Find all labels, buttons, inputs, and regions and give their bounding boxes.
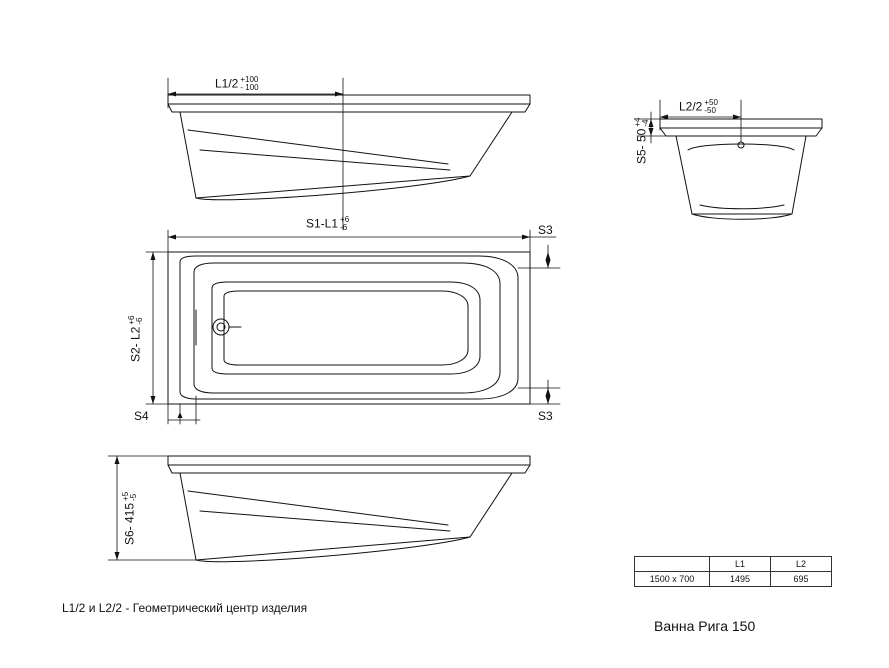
label-s4: S4 [134, 409, 149, 423]
drawing-title: Ванна Рига 150 [654, 618, 756, 634]
label-side-height-text: S5- 50 [634, 128, 649, 164]
tolerance-plan-length: +6 -6 [340, 215, 350, 233]
spec-cell-l2: 695 [771, 572, 832, 587]
tolerance-top-center-length: +100 - 100 [240, 75, 259, 93]
label-top-center-length [215, 76, 259, 93]
label-side-height [634, 118, 651, 164]
spec-header-size [635, 557, 710, 572]
spec-table [634, 556, 832, 587]
label-s3-bottom: S3 [538, 409, 553, 423]
spec-cell-l1: 1495 [710, 572, 771, 587]
bottom-side-elevation [168, 456, 530, 562]
top-side-elevation [168, 95, 530, 200]
label-s3-top: S3 [538, 223, 553, 237]
tolerance-plan-width: +6 -6 [127, 315, 145, 325]
label-side-center-width [679, 99, 718, 116]
tolerance-side-center-width: +50 -50 [704, 98, 718, 116]
spec-header-l2: L2 [771, 557, 832, 572]
tolerance-side-height: +4 -4 [633, 117, 651, 127]
plan-view [168, 252, 530, 404]
spec-header-l1: L1 [710, 557, 771, 572]
tolerance-front-height: +5 -5 [121, 491, 139, 501]
leader-s4 [168, 396, 200, 424]
label-top-center-length-text: L1/2 [215, 76, 239, 91]
label-side-center-width-text: L2/2 [679, 99, 703, 114]
label-plan-length-text: S1-L1 [306, 216, 339, 231]
leader-s3-bottom [518, 380, 560, 404]
table-row [635, 557, 832, 572]
label-front-height [122, 492, 139, 545]
table-row [635, 572, 832, 587]
label-plan-width-text: S2- L2 [128, 326, 143, 362]
drawing-note: L1/2 и L2/2 - Геометрический центр изделия [62, 601, 308, 615]
label-plan-length [306, 216, 349, 233]
label-front-height-text: S6- 415 [122, 502, 137, 545]
spec-cell-size: 1500 x 700 [635, 572, 710, 587]
label-plan-width [128, 316, 145, 362]
